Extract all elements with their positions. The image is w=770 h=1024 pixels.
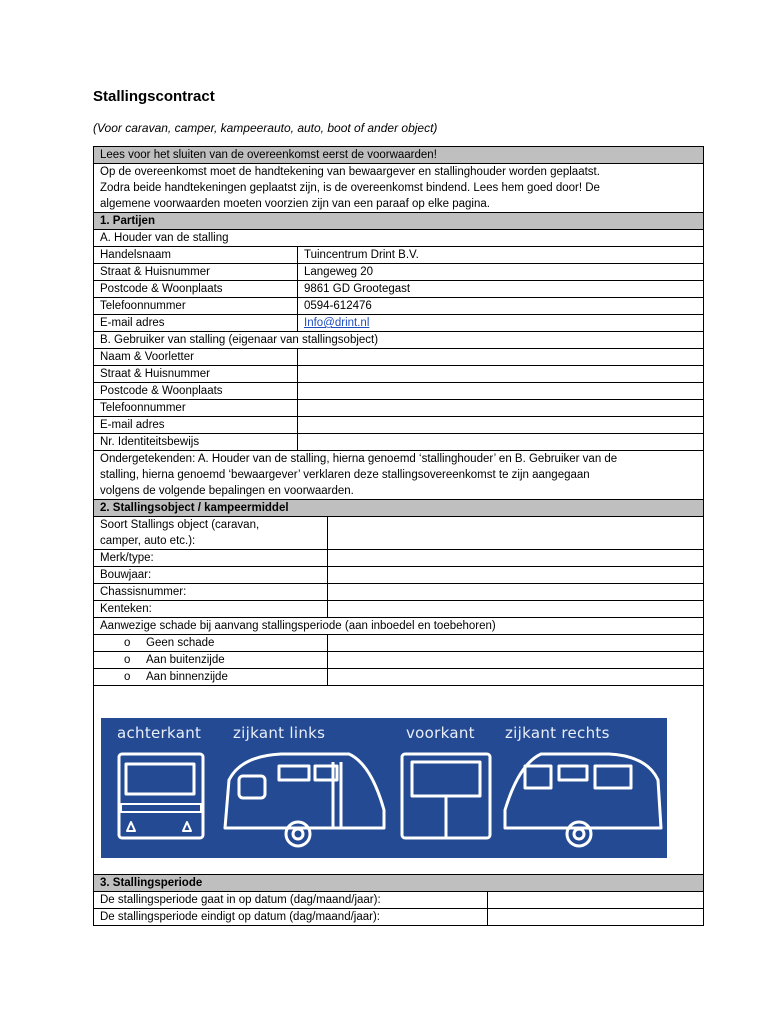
period-start-row xyxy=(94,891,703,908)
contract-form xyxy=(93,146,704,926)
caravan-left-icon xyxy=(225,754,384,846)
email-input[interactable] xyxy=(298,417,703,433)
intro-line: Zodra beide handtekeningen geplaatst zijn, is de overeenkomst bindend. Lees hem goed door! De xyxy=(100,182,600,194)
postcode-input[interactable] xyxy=(298,383,703,399)
street-input[interactable] xyxy=(298,366,703,382)
diagram-label-back: achterkant xyxy=(117,724,202,742)
object-row-year xyxy=(94,566,703,583)
undersigned-line: volgens de volgende bepalingen en voorwaarden. xyxy=(100,485,354,497)
year-input[interactable] xyxy=(328,567,703,583)
holder-row-street xyxy=(94,263,703,280)
bullet: o xyxy=(124,637,131,649)
object-row-plate xyxy=(94,600,703,617)
option-label: Aan binnenzijde xyxy=(146,671,228,683)
start-date-input[interactable] xyxy=(488,892,703,908)
field-label: Straat & Huisnummer xyxy=(94,264,298,280)
caravan-outlines xyxy=(101,718,667,858)
damage-option-none xyxy=(94,634,703,651)
caravan-diagram[interactable] xyxy=(101,718,667,858)
object-type-row xyxy=(94,516,703,549)
user-row-postcode xyxy=(94,382,703,399)
email-link[interactable]: Info@drint.nl xyxy=(304,317,370,329)
user-row-id xyxy=(94,433,703,450)
field-label: Naam & Voorletter xyxy=(94,349,298,365)
field-label: Straat & Huisnummer xyxy=(94,366,298,382)
field-label: Postcode & Woonplaats xyxy=(94,281,298,297)
section-1-heading: 1. Partijen xyxy=(94,212,703,229)
damage-outside-input[interactable] xyxy=(328,652,703,668)
undersigned-text xyxy=(94,450,703,499)
id-input[interactable] xyxy=(298,434,703,450)
field-label-line: Soort Stallings object (caravan, xyxy=(100,519,260,531)
damage-none-input[interactable] xyxy=(328,635,703,651)
diagram-label-left: zijkant links xyxy=(233,724,326,742)
user-heading: B. Gebruiker van stalling (eigenaar van stallingsobject) xyxy=(94,331,703,348)
end-date-input[interactable] xyxy=(488,909,703,925)
intro-heading: Lees voor het sluiten van de overeenkomst eerst de voorwaarden! xyxy=(94,147,703,163)
user-row-email xyxy=(94,416,703,433)
intro-text xyxy=(94,163,703,212)
field-label: Telefoonnummer xyxy=(94,298,298,314)
holder-row-tradename xyxy=(94,246,703,263)
caravan-diagram-row xyxy=(94,685,703,874)
holder-row-phone xyxy=(94,297,703,314)
user-row-name xyxy=(94,348,703,365)
caravan-front-icon xyxy=(402,754,490,838)
object-row-brand xyxy=(94,549,703,566)
damage-inside-input[interactable] xyxy=(328,669,703,685)
field-label: E-mail adres xyxy=(94,417,298,433)
page-subtitle: (Voor caravan, camper, kampeerauto, auto, boot of ander object) xyxy=(93,121,438,135)
field-label: Chassisnummer: xyxy=(94,584,328,600)
field-label: Merk/type: xyxy=(94,550,328,566)
holder-heading: A. Houder van de stalling xyxy=(94,229,703,246)
diagram-label-right: zijkant rechts xyxy=(505,724,610,742)
damage-option-outside xyxy=(94,651,703,668)
section-3-heading: 3. Stallingsperiode xyxy=(94,874,703,891)
field-value: Langeweg 20 xyxy=(304,266,374,278)
caravan-back-icon xyxy=(119,754,203,838)
chassis-input[interactable] xyxy=(328,584,703,600)
field-label-line: camper, auto etc.): xyxy=(100,535,196,547)
field-label: Postcode & Woonplaats xyxy=(94,383,298,399)
user-row-phone xyxy=(94,399,703,416)
option-label: Aan buitenzijde xyxy=(146,654,225,666)
diagram-label-front: voorkant xyxy=(406,724,475,742)
name-input[interactable] xyxy=(298,349,703,365)
field-label: Nr. Identiteitsbewijs xyxy=(94,434,298,450)
bullet: o xyxy=(124,671,131,683)
object-row-chassis xyxy=(94,583,703,600)
bullet: o xyxy=(124,654,131,666)
field-label: Handelsnaam xyxy=(94,247,298,263)
intro-line: algemene voorwaarden moeten voorzien zijn van een paraaf op elke pagina. xyxy=(100,198,490,210)
plate-input[interactable] xyxy=(328,601,703,617)
damage-option-inside xyxy=(94,668,703,685)
field-label xyxy=(94,517,328,549)
damage-heading: Aanwezige schade bij aanvang stallingsperiode (aan inboedel en toebehoren) xyxy=(94,617,703,634)
undersigned-line: stalling, hierna genoemd ‘bewaargever’ verklaren deze stallingsovereenkomst te zijn aangegaan xyxy=(100,469,590,481)
caravan-right-icon xyxy=(505,754,661,846)
field-label: Bouwjaar: xyxy=(94,567,328,583)
field-label: Kenteken: xyxy=(94,601,328,617)
intro-line: Op de overeenkomst moet de handtekening van bewaargever en stallinghouder worden geplaatst. xyxy=(100,166,600,178)
field-value: Tuincentrum Drint B.V. xyxy=(304,249,419,261)
field-label: Telefoonnummer xyxy=(94,400,298,416)
page-title: Stallingscontract xyxy=(93,88,215,105)
object-type-input[interactable] xyxy=(328,517,703,549)
holder-row-postcode xyxy=(94,280,703,297)
field-label: E-mail adres xyxy=(94,315,298,331)
field-label: De stallingsperiode gaat in op datum (dag/maand/jaar): xyxy=(94,892,488,908)
option-label: Geen schade xyxy=(146,637,215,649)
section-2-heading: 2. Stallingsobject / kampeermiddel xyxy=(94,499,703,516)
undersigned-line: Ondergetekenden: A. Houder van de stalling, hierna genoemd ‘stallinghouder’ en B. Gebruiker van de xyxy=(100,453,618,465)
field-label: De stallingsperiode eindigt op datum (dag/maand/jaar): xyxy=(94,909,488,925)
period-end-row xyxy=(94,908,703,925)
phone-input[interactable] xyxy=(298,400,703,416)
brand-input[interactable] xyxy=(328,550,703,566)
field-value: 0594-612476 xyxy=(304,300,372,312)
holder-row-email xyxy=(94,314,703,331)
user-row-street xyxy=(94,365,703,382)
field-value: 9861 GD Grootegast xyxy=(304,283,411,295)
